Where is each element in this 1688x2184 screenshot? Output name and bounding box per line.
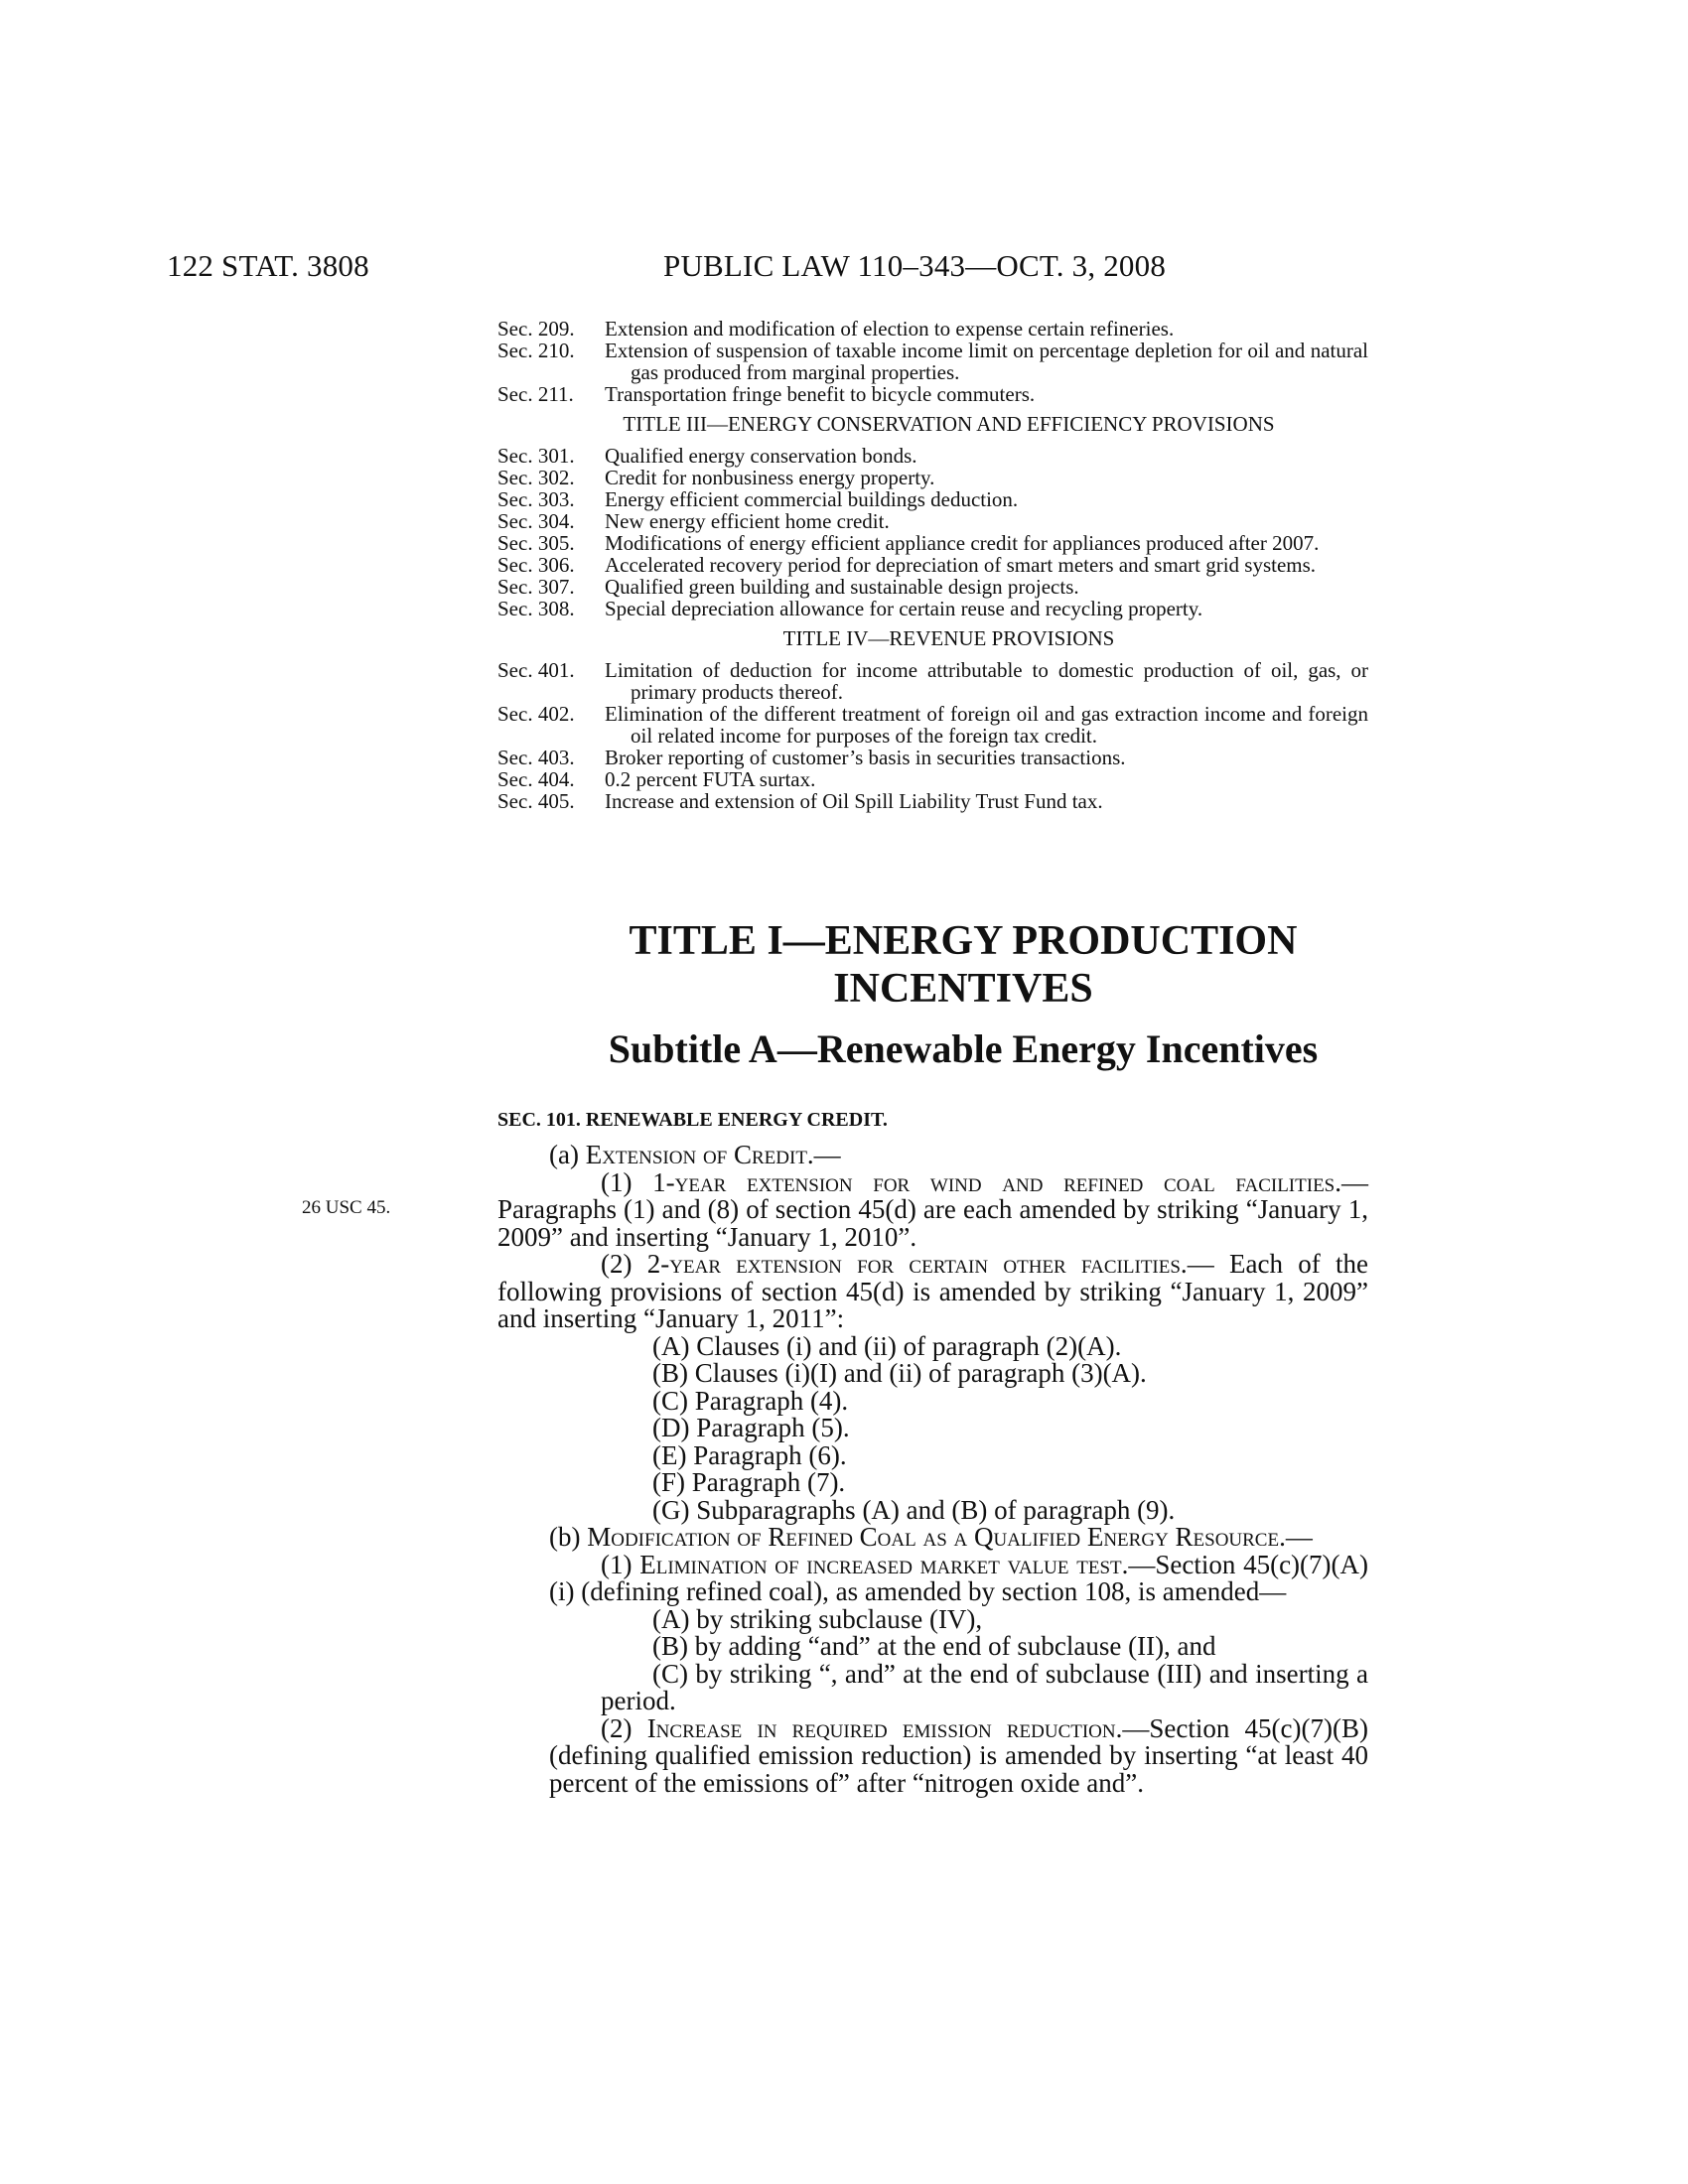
toc-text: 0.2 percent FUTA surtax. bbox=[605, 767, 816, 791]
list-item: (C) Paragraph (4). bbox=[652, 1385, 849, 1416]
list-item: (A) Clauses (i) and (ii) of paragraph (2)(A). bbox=[652, 1330, 1122, 1361]
subsection-b-heading: Modification of Refined Coal as a Qualified Energy Resource.— bbox=[587, 1522, 1313, 1552]
paragraph-b1-heading: Elimination of increased market value test. bbox=[639, 1549, 1129, 1579]
toc-number: Sec. 209. bbox=[497, 317, 575, 341]
subsection-a-label: (a) bbox=[549, 1140, 586, 1169]
toc-entry bbox=[497, 768, 1368, 790]
toc-text: Energy efficient commercial buildings deduction. bbox=[605, 487, 1019, 511]
toc-text: Special depreciation allowance for certain reuse and recycling property. bbox=[605, 597, 1203, 620]
toc-number: Sec. 401. bbox=[497, 658, 575, 682]
toc-text: Extension of suspension of taxable income limit on percentage depletion for oil and natural gas produced from marginal properties. bbox=[605, 339, 1368, 384]
paragraph-b2-label: (2) bbox=[601, 1712, 647, 1743]
list-item: (G) Subparagraphs (A) and (B) of paragraph (9). bbox=[652, 1494, 1176, 1525]
toc-number: Sec. 304. bbox=[497, 509, 575, 533]
toc-entry bbox=[497, 659, 1368, 703]
toc-text: Elimination of the different treatment of foreign oil and gas extraction income and foreign oil related income for purposes of the foreign tax credit. bbox=[605, 702, 1368, 748]
title-heading bbox=[328, 917, 1599, 1013]
toc-title-iii: TITLE III—ENERGY CONSERVATION AND EFFICIENCY PROVISIONS bbox=[623, 412, 1275, 436]
list-item: (C) by striking “, and” at the end of subclause (III) and inserting a period. bbox=[601, 1658, 1368, 1715]
toc-entry bbox=[497, 445, 1368, 467]
list-item: (B) Clauses (i)(I) and (ii) of paragraph (3)(A). bbox=[652, 1358, 1147, 1388]
toc-entry bbox=[497, 532, 1368, 554]
paragraph-a2-text: — Each of the following provisions of section 45(d) is amended by striking “January 1, 2009” and inserting “January 1, 2011”: bbox=[497, 1249, 1369, 1333]
toc-text: Qualified energy conservation bonds. bbox=[605, 444, 917, 468]
paragraph-b2 bbox=[497, 1712, 1368, 1798]
margin-citation: 26 USC 45. bbox=[302, 1197, 391, 1218]
toc-entry bbox=[497, 488, 1368, 510]
subsection-b bbox=[497, 1524, 1368, 1552]
toc-number: Sec. 402. bbox=[497, 702, 575, 726]
paragraph-a1 bbox=[497, 1166, 1368, 1252]
toc-text: Extension and modification of election to expense certain refineries. bbox=[605, 317, 1175, 341]
toc-entry bbox=[497, 554, 1368, 576]
paragraph-a2-label: (2) bbox=[601, 1249, 647, 1279]
toc-entry bbox=[497, 383, 1368, 405]
toc-title-iv: TITLE IV—REVENUE PROVISIONS bbox=[782, 626, 1115, 650]
toc-entry bbox=[497, 340, 1368, 383]
toc-number: Sec. 303. bbox=[497, 487, 575, 511]
toc-text: Broker reporting of customer’s basis in securities transactions. bbox=[605, 746, 1126, 769]
toc-number: Sec. 305. bbox=[497, 531, 575, 555]
paragraph-a2-heading: 2-year extension for certain other facilities. bbox=[646, 1249, 1188, 1279]
toc-text: Credit for nonbusiness energy property. bbox=[605, 466, 935, 489]
paragraph-a1-heading: 1-year extension for wind and refined coal facilities. bbox=[652, 1166, 1341, 1197]
toc-text: Accelerated recovery period for depreciation of smart meters and smart grid systems. bbox=[605, 553, 1317, 577]
subsection-a bbox=[497, 1142, 1368, 1169]
toc-number: Sec. 210. bbox=[497, 339, 575, 362]
toc-text: Modifications of energy efficient appliance credit for appliances produced after 2007. bbox=[605, 531, 1320, 555]
toc-group-title-iii bbox=[497, 445, 1368, 619]
table-of-contents bbox=[497, 318, 1368, 812]
toc-entry bbox=[497, 598, 1368, 619]
toc-number: Sec. 302. bbox=[497, 466, 575, 489]
section-body bbox=[497, 1142, 1368, 1797]
toc-number: Sec. 307. bbox=[497, 575, 575, 599]
toc-number: Sec. 306. bbox=[497, 553, 575, 577]
toc-entry bbox=[497, 790, 1368, 812]
paragraph-b1 bbox=[497, 1549, 1369, 1606]
toc-number: Sec. 308. bbox=[497, 597, 575, 620]
toc-entry bbox=[497, 510, 1368, 532]
toc-number: Sec. 403. bbox=[497, 746, 575, 769]
paragraph-b2-heading: Increase in required emission reduction. bbox=[646, 1712, 1123, 1743]
list-item: (D) Paragraph (5). bbox=[652, 1413, 850, 1442]
toc-group-title-iv bbox=[497, 659, 1368, 812]
toc-text: Qualified green building and sustainable design projects. bbox=[605, 575, 1079, 599]
toc-entry bbox=[497, 576, 1368, 598]
toc-number: Sec. 211. bbox=[497, 382, 574, 406]
section-heading: SEC. 101. RENEWABLE ENERGY CREDIT. bbox=[497, 1109, 888, 1131]
paragraph-b1-label: (1) bbox=[601, 1549, 640, 1579]
subtitle-heading: Subtitle A—Renewable Energy Incentives bbox=[608, 1026, 1319, 1071]
subsection-a-heading: Extension of Credit.— bbox=[585, 1140, 841, 1169]
toc-text: Transportation fringe benefit to bicycle commuters. bbox=[605, 382, 1036, 406]
toc-entry bbox=[497, 318, 1368, 340]
toc-text: Limitation of deduction for income attributable to domestic production of oil, gas, or primary products thereof. bbox=[605, 658, 1368, 704]
paragraph-b2-text: —Section 45(c)(7)(B) (defining qualified emission reduction) is amended by inserting “at least 40 percent of the emissions of” after “nitrogen oxide and”. bbox=[549, 1712, 1368, 1798]
toc-entry bbox=[497, 703, 1368, 747]
toc-text: Increase and extension of Oil Spill Liability Trust Fund tax. bbox=[605, 789, 1103, 813]
list-item: (B) by adding “and” at the end of subclause (II), and bbox=[652, 1631, 1216, 1661]
paragraph-a1-label: (1) bbox=[601, 1166, 653, 1197]
paragraph-a1-text: —Paragraphs (1) and (8) of section 45(d) are each amended by striking “January 1, 2009” and inserting “January 1, 2010”. bbox=[497, 1166, 1368, 1252]
title-line-2: INCENTIVES bbox=[833, 966, 1093, 1012]
subsection-b-label: (b) bbox=[549, 1522, 588, 1552]
running-header: PUBLIC LAW 110–343—OCT. 3, 2008 bbox=[663, 248, 1167, 283]
toc-entry bbox=[497, 747, 1368, 768]
toc-number: Sec. 301. bbox=[497, 444, 575, 468]
list-item: (E) Paragraph (6). bbox=[652, 1439, 847, 1470]
toc-text: New energy efficient home credit. bbox=[605, 509, 890, 533]
toc-number: Sec. 404. bbox=[497, 767, 575, 791]
paragraph-b1-text: —Section 45(c)(7)(A)(i) (defining refined coal), as amended by section 108, is amended— bbox=[549, 1549, 1369, 1606]
toc-number: Sec. 405. bbox=[497, 789, 575, 813]
toc-group-title-ii bbox=[497, 318, 1368, 405]
toc-entry bbox=[497, 467, 1368, 488]
page-reference: 122 STAT. 3808 bbox=[167, 248, 369, 283]
title-line-1: TITLE I—ENERGY PRODUCTION bbox=[629, 918, 1298, 964]
paragraph-a2 bbox=[497, 1251, 1368, 1333]
list-item: (A) by striking subclause (IV), bbox=[652, 1603, 983, 1634]
list-item: (F) Paragraph (7). bbox=[652, 1467, 846, 1497]
